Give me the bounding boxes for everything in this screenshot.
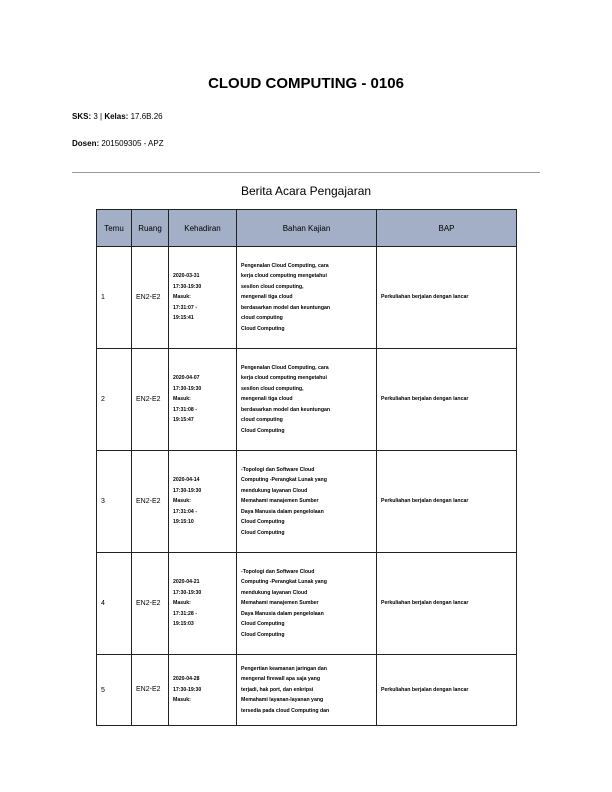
bap-cell: Perkuliahan berjalan dengan lancar [377, 655, 517, 726]
attendance-cell: 2020-03-31 17:30-19:30 Masuk: 17:31:07 - 19:15:41 [169, 247, 237, 349]
bap-cell: Perkuliahan berjalan dengan lancar [377, 451, 517, 553]
header-bap: BAP [377, 210, 517, 247]
sks-label: SKS: [72, 112, 92, 121]
table-header-row [97, 210, 517, 247]
room-cell: EN2-E2 [132, 349, 169, 451]
header-bahan-kajian: Bahan Kajian [237, 210, 377, 247]
meeting-number: 2 [97, 349, 132, 451]
section-title: Berita Acara Pengajaran [240, 184, 372, 198]
dosen-value: 201509305 - APZ [99, 139, 164, 148]
attendance-cell: 2020-04-21 17:30-19:30 Masuk: 17:31:28 - 19:15:03 [169, 553, 237, 655]
attendance-cell: 2020-04-28 17:30-19:30 Masuk: [169, 655, 237, 726]
sks-value: 3 | [91, 112, 105, 121]
attendance-cell: 2020-04-14 17:30-19:30 Masuk: 17:31:04 - 19:15:10 [169, 451, 237, 553]
topic-cell: Pengertian keamanan jaringan dan mengenal firewall apa saja yang terjadi, hak port, dan enkripsi Memahami layanan-layanan yang tersedia pada cloud Computing dan [237, 655, 377, 726]
table-row [97, 349, 517, 451]
kelas-label: Kelas: [104, 112, 129, 121]
room-cell: EN2-E2 [132, 451, 169, 553]
topic-cell: Pengenalan Cloud Computing, cara kerja cloud computing mengetahui sesilon cloud computing, mengenali tiga cloud berdasarkan model dan keuntungan cloud computing Cloud Computing [237, 247, 377, 349]
attendance-cell: 2020-04-07 17:30-19:30 Masuk: 17:31:08 - 19:15:47 [169, 349, 237, 451]
header-temu: Temu [97, 210, 132, 247]
document-title: CLOUD COMPUTING - 0106 [208, 75, 404, 92]
header-ruang: Ruang [132, 210, 169, 247]
meeting-number: 4 [97, 553, 132, 655]
topic-cell: Pengenalan Cloud Computing, cara kerja cloud computing mengetahui sesilon cloud computing, mengenali tiga cloud berdasarkan model dan keuntungan cloud computing Cloud Computing [237, 349, 377, 451]
topic-cell: -Topologi dan Software Cloud Computing -Perangkat Lunak yang mendukung layanan Cloud Memahami manajemen Sumber Daya Manusia dalam pengelolaan Cloud Computing Cloud Computing [237, 553, 377, 655]
topic-cell: -Topologi dan Software Cloud Computing -Perangkat Lunak yang mendukung layanan Cloud Memahami manajemen Sumber Daya Manusia dalam pengelolaan Cloud Computing Cloud Computing [237, 451, 377, 553]
kelas-value: 17.6B.26 [128, 112, 163, 121]
header-kehadiran: Kehadiran [169, 210, 237, 247]
bap-cell: Perkuliahan berjalan dengan lancar [377, 349, 517, 451]
table-row [97, 247, 517, 349]
room-cell: EN2-E2 [132, 553, 169, 655]
meeting-number: 5 [97, 655, 132, 726]
teaching-record-table [96, 209, 517, 726]
meeting-number: 3 [97, 451, 132, 553]
room-cell: EN2-E2 [132, 247, 169, 349]
divider [72, 172, 540, 173]
meeting-number: 1 [97, 247, 132, 349]
table-row [97, 451, 517, 553]
room-cell: EN2-E2 [132, 655, 169, 726]
lecturer-line [72, 139, 164, 148]
course-info-line [72, 112, 163, 121]
dosen-label: Dosen: [72, 139, 100, 148]
bap-cell: Perkuliahan berjalan dengan lancar [377, 247, 517, 349]
bap-cell: Perkuliahan berjalan dengan lancar [377, 553, 517, 655]
table-row [97, 655, 517, 726]
table-row [97, 553, 517, 655]
